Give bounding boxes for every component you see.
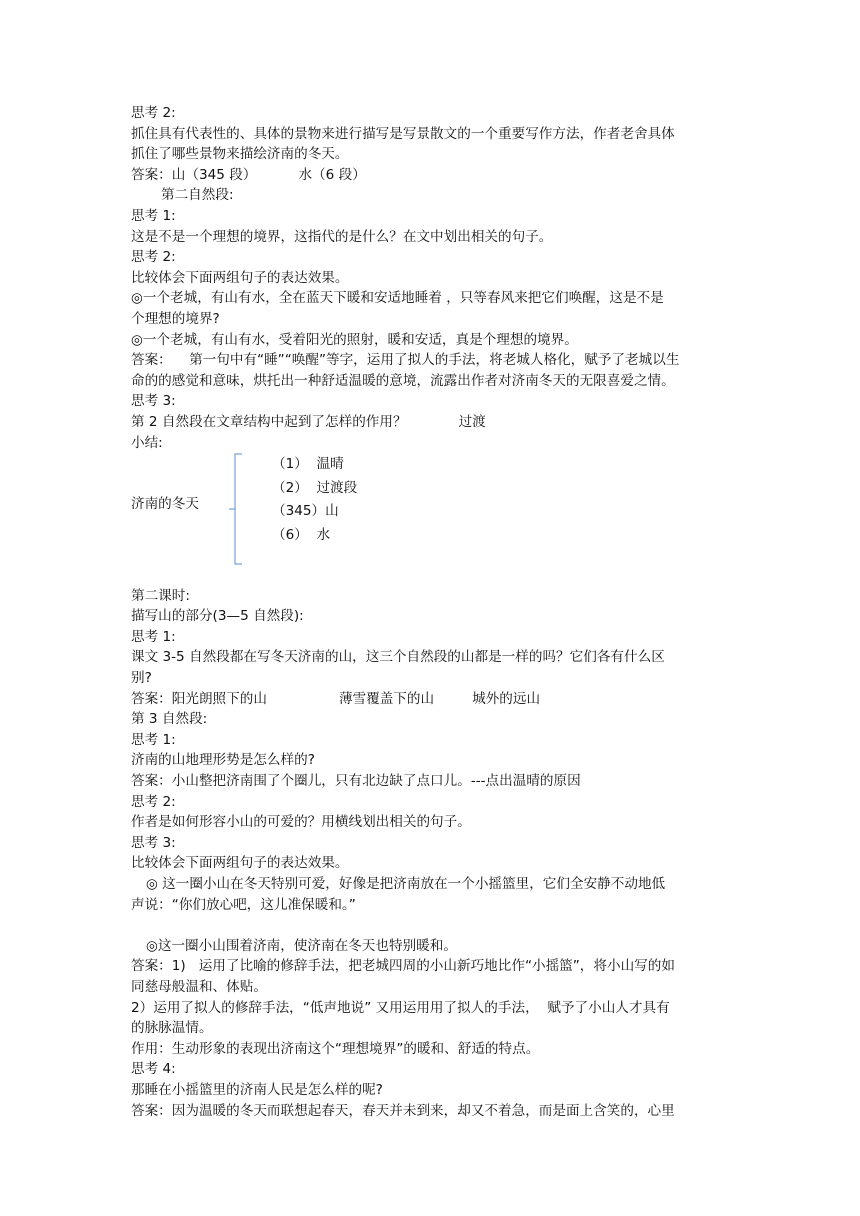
- summary-root: 济南的冬天: [131, 496, 199, 513]
- text-line: 抓住具有代表性的、具体的景物来进行描写是写景散文的一个重要写作方法，作者老舍具体: [131, 125, 675, 142]
- text-line: 同慈母般温和、体贴。: [131, 978, 267, 995]
- text-line: 的脉脉温情。: [131, 1020, 213, 1037]
- text-line: 思考 1:: [131, 731, 176, 748]
- summary-item: （1） 温晴: [272, 456, 344, 473]
- summary-item: （345）山: [272, 503, 339, 520]
- mountain-sunny: 答案：阳光朗照下的山: [131, 690, 267, 707]
- text-line: 济南的山地理形势是怎么样的?: [131, 752, 315, 769]
- spacer: [131, 915, 731, 936]
- text-line: 思考 1:: [131, 628, 176, 645]
- text-line: ◎一个老城，有山有水，受着阳光的照射，暖和安适，真是个理想的境界。: [131, 331, 578, 348]
- answer-mountain: 答案：山（345 段）: [131, 166, 257, 183]
- text-line: 作用：生动形象的表现出济南这个“理想境界”的暖和、舒适的特点。: [131, 1040, 540, 1057]
- quote-line: 声说：“你们放心吧，这儿准保暖和。”: [131, 896, 356, 913]
- section-heading: 第二自然段:: [161, 187, 234, 204]
- text-line: 那睡在小摇篮里的济南人民是怎么样的呢?: [131, 1081, 383, 1098]
- text-line: 答案：小山整把济南围了个圈儿，只有北边缺了点口儿。---点出温晴的原因: [131, 773, 581, 790]
- text-line: 课文 3-5 自然段都在写冬天济南的山，这三个自然段的山都是一样的吗？它们各有什么区: [131, 649, 665, 666]
- summary-items: [272, 453, 357, 547]
- text-line: 第 3 自然段:: [131, 711, 208, 728]
- text-line: 思考 2:: [131, 249, 176, 266]
- transition-line: [131, 412, 731, 433]
- transition-answer: 过渡: [458, 413, 486, 430]
- spacer: [131, 565, 731, 586]
- document-page: [131, 103, 731, 1121]
- text-line: 答案：1) 运用了比喻的修辞手法，把老城四周的小山新巧地比作“小摇篮”，将小山写的如: [131, 958, 675, 975]
- mountain-answer-line: [131, 689, 731, 710]
- text-line: 描写山的部分(3—5 自然段):: [131, 608, 304, 625]
- text-line: 比较体会下面两组句子的表达效果。: [131, 269, 349, 286]
- text-line: 思考 1:: [131, 207, 176, 224]
- text-line: 比较体会下面两组句子的表达效果。: [131, 855, 349, 872]
- mountain-far: 城外的远山: [472, 690, 541, 707]
- text-line: 别?: [131, 670, 152, 687]
- quote-line: ◎ 这一圈小山在冬天特别可爱，好像是把济南放在一个小摇篮里，它们全安静不动地低: [146, 876, 666, 892]
- transition-question: 第 2 自然段在文章结构中起到了怎样的作用？: [131, 413, 407, 430]
- text-line: 个理想的境界?: [131, 310, 220, 327]
- text-line: 这是不是一个理想的境界，这指代的是什么？在文中划出相关的句子。: [131, 228, 553, 245]
- text-line: 抓住了哪些景物来描绘济南的冬天。: [131, 146, 349, 163]
- text-line: 思考 3:: [131, 834, 176, 851]
- summary-diagram: [131, 453, 731, 565]
- mountain-snow: 薄雪覆盖下的山: [338, 690, 435, 707]
- text-line: 思考 3:: [131, 393, 176, 410]
- answer-water: 水（6 段）: [298, 166, 366, 183]
- text-line: 思考 4:: [131, 1061, 176, 1078]
- text-line: 思考 2:: [131, 793, 176, 810]
- text-line: 作者是如何形容小山的可爱的？用横线划出相关的句子。: [131, 814, 471, 831]
- summary-item: （6） 水: [272, 526, 331, 543]
- quote-line: ◎这一圈小山围着济南，使济南在冬天也特别暖和。: [146, 937, 457, 954]
- text-line: 第二课时:: [131, 587, 190, 604]
- summary-label: 小结:: [131, 434, 163, 451]
- text-line: 2）运用了拟人的修辞手法，“低声地说” 又用运用用了拟人的手法， 赋予了小山人才具有: [131, 999, 670, 1016]
- text-line: 命的的感觉和意味，烘托出一种舒适温暖的意境，流露出作者对济南冬天的无限喜爱之情。: [131, 372, 675, 389]
- text-line: 思考 2:: [131, 105, 176, 121]
- text-line: 答案：因为温暖的冬天而联想起春天，春天并未到来，却又不着急，而是面上含笑的，心里: [131, 1102, 675, 1119]
- text-line: 答案： 第一句中有“睡”“唤醒”等字，运用了拟人的手法，将老城人格化，赋予了老城以生: [131, 352, 680, 369]
- text-line: ◎一个老城，有山有水，全在蓝天下暖和安适地睡着 ，只等春风来把它们唤醒，这是不是: [131, 290, 664, 307]
- answer-line: [131, 165, 731, 186]
- brace-icon: [229, 453, 243, 565]
- summary-item: （2） 过渡段: [272, 479, 358, 496]
